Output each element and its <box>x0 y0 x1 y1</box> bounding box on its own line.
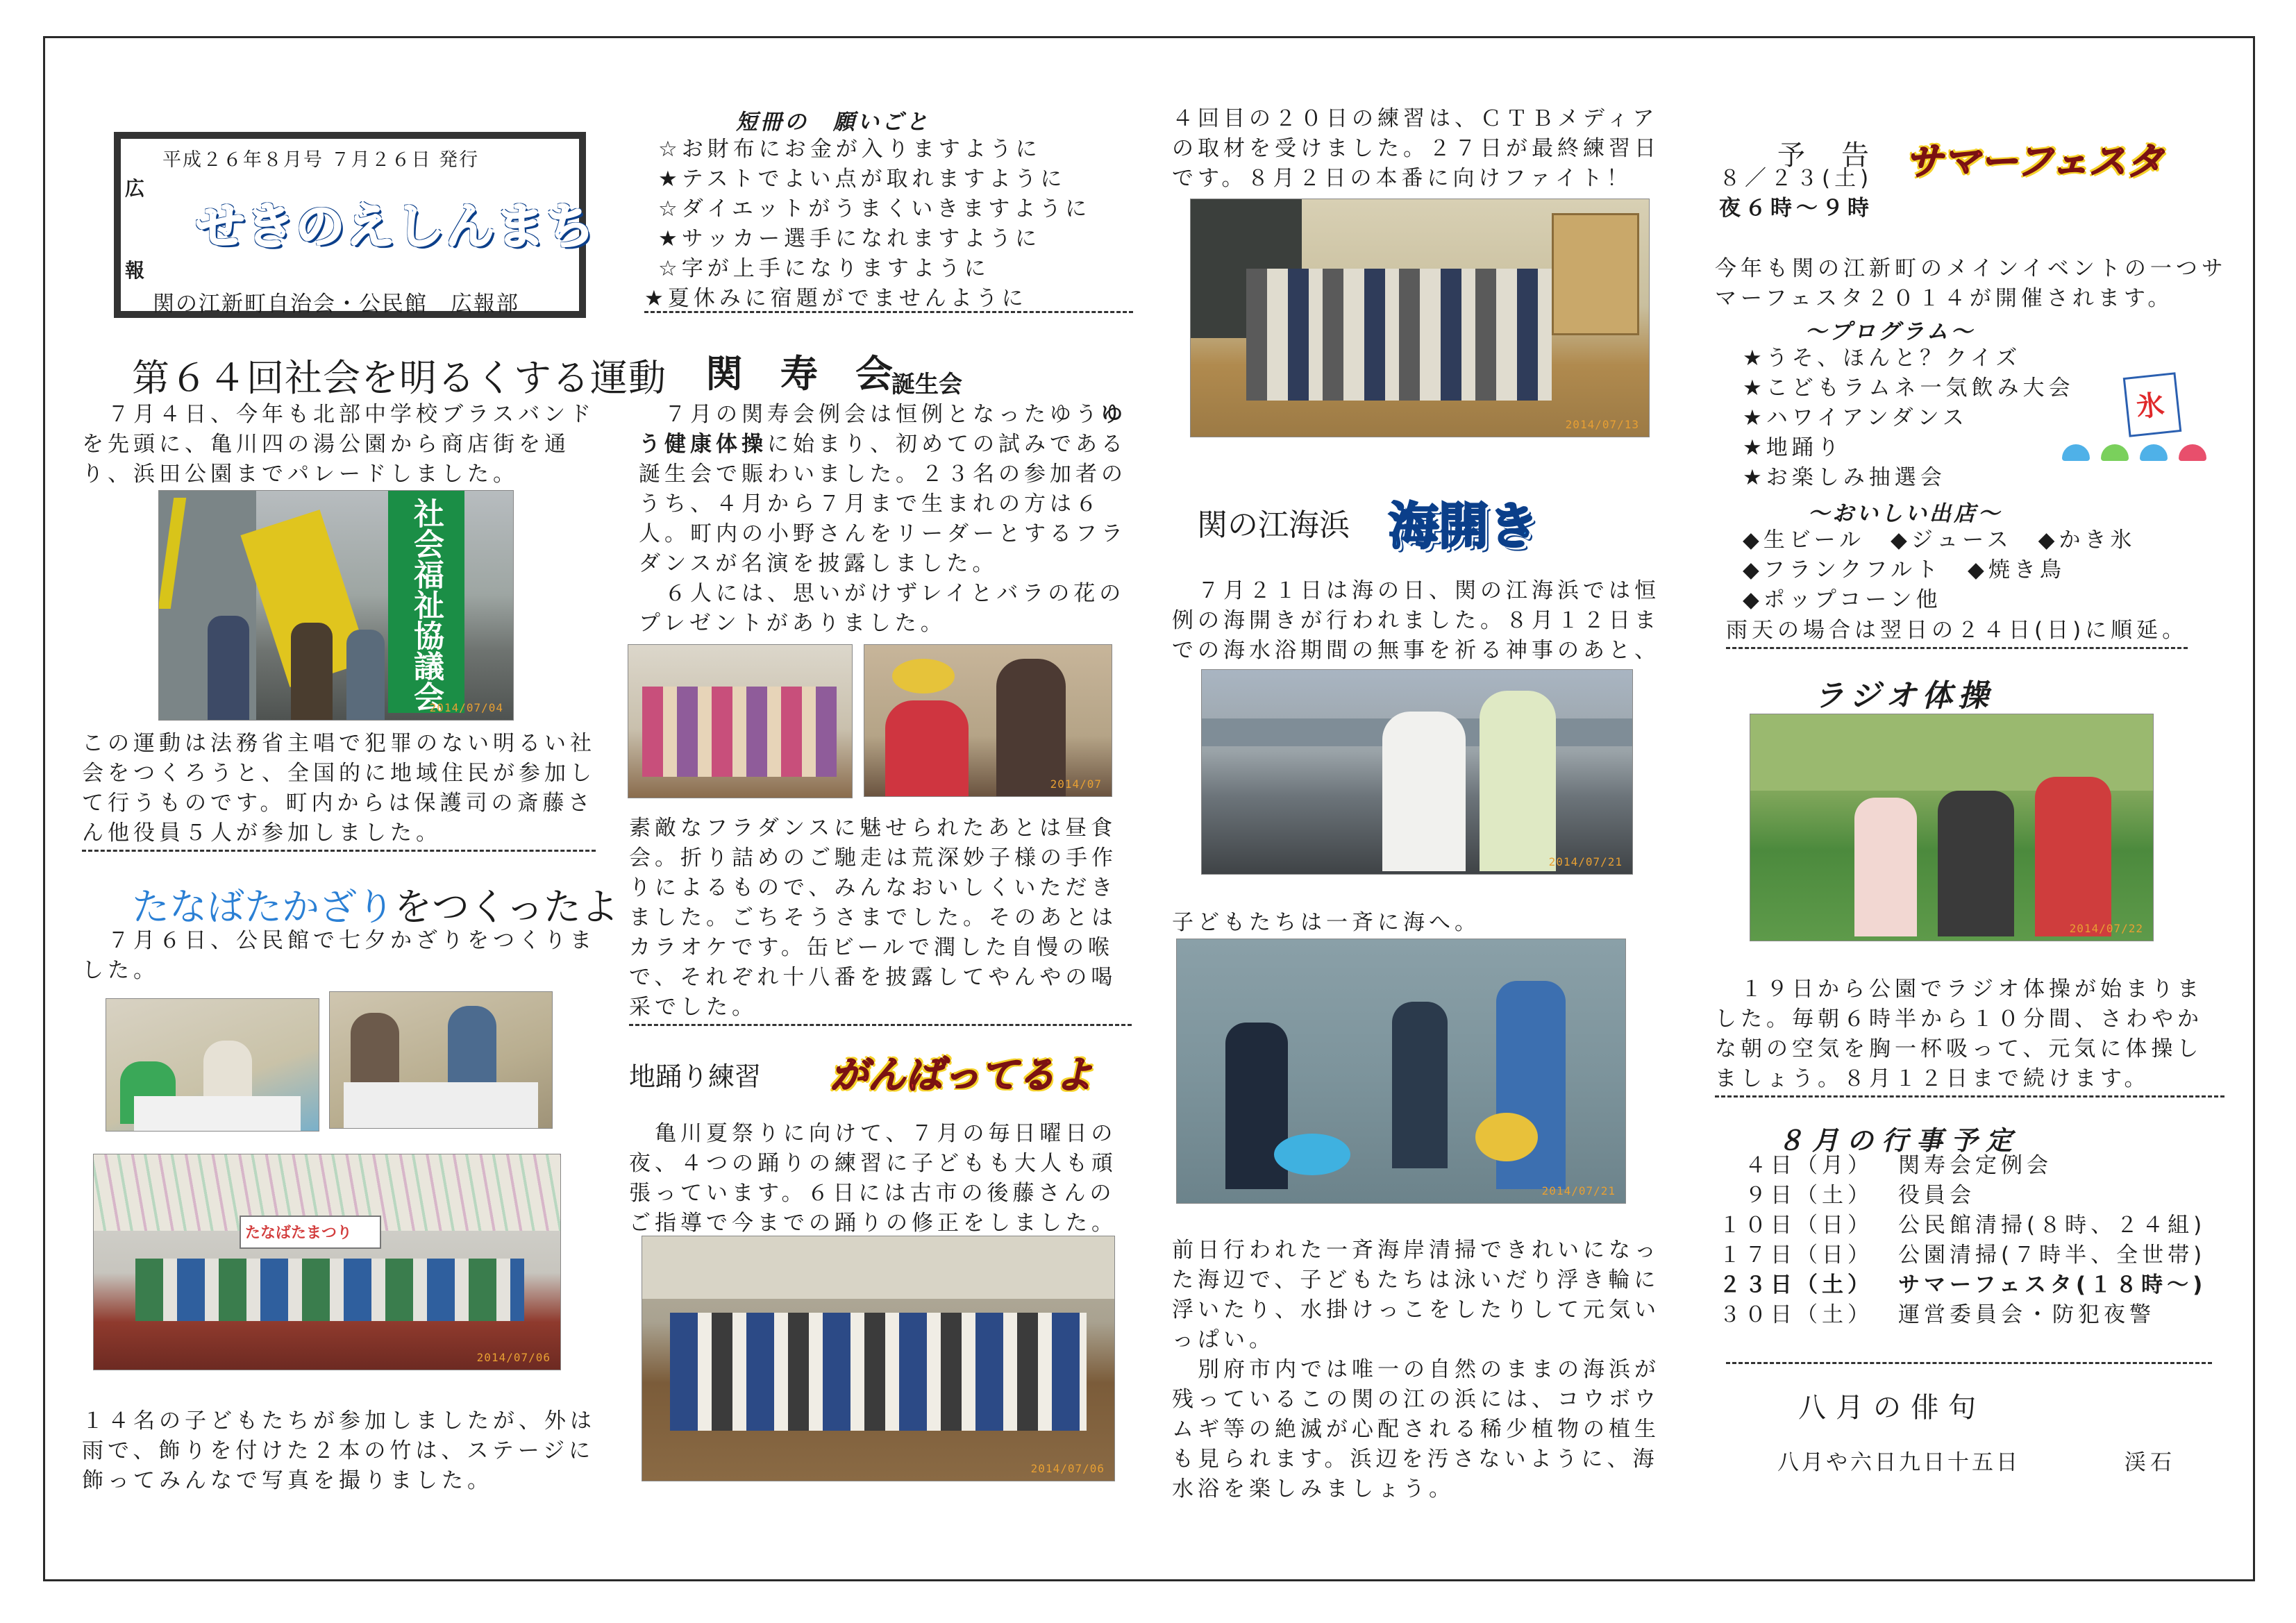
photo-date: 2014/07/13 <box>1565 418 1639 431</box>
radio-body: １９日から公園でラジオ体操が始まりました。毎朝６時半から１０分間、さわやかな朝の空気を胸一杯吸って、元気に体操しましょう。８月１２日まで続けます。 <box>1715 975 2224 1098</box>
shinto-ritual-photo <box>1201 669 1633 875</box>
hula-photo <box>628 644 853 798</box>
fest-time: 夜６時～９時 <box>1719 196 1873 221</box>
schedule-event: サマーフェスタ(１８時～) <box>1898 1272 2207 1297</box>
masthead-name: せきのえしんまち <box>196 198 596 255</box>
shaved-ice-icons <box>2062 444 2215 486</box>
program-item: ★うそ、ほんと？クイズ <box>1743 346 2022 371</box>
wish-item: ☆ダイエットがうまくいきますように <box>658 196 1091 221</box>
tanabata-photo-2 <box>329 991 553 1129</box>
program-item: ★ハワイアンダンス <box>1743 405 1968 430</box>
photo-date: 2014/07/22 <box>2069 922 2143 935</box>
haiku-title: 八月の俳句 <box>1798 1392 1986 1424</box>
wish-item: ★サッカー選手になれますように <box>658 226 1041 251</box>
divider <box>644 311 1133 313</box>
fest-stalls-title: ～おいしい出店～ <box>1808 501 2002 526</box>
jiodori-bubble: がんばってるよ <box>830 1053 1093 1097</box>
wish-item: ★テストでよい点が取れますように <box>658 167 1066 192</box>
schedule-date: １０日（日） <box>1719 1213 1873 1238</box>
fest-rain: 雨天の場合は翌日の２４日(日)に順延。 <box>1726 616 2188 649</box>
masthead <box>114 132 596 318</box>
shaved-ice-icon <box>2179 444 2206 461</box>
tanabata-body: １４名の子どもたちが参加しましたが、外は雨で、飾りを付けた２本の竹は、ステージに飾ってみんなで写真を撮りました。 <box>82 1408 596 1493</box>
radio-taiso-photo <box>1750 714 2154 941</box>
shaved-ice-icon <box>2062 444 2090 461</box>
lead-bold: ゆう健康体操 <box>639 402 1127 457</box>
jiodori-body: 亀川夏祭りに向けて、７月の毎日曜日の夜、４つの踊りの練習に子どもも大人も頑張っています。６日には古市の後藤さんのご指導で今までの踊りの修正をしました。 <box>629 1121 1117 1236</box>
schedule-event: 公園清掃(７時半、全世帯) <box>1898 1243 2206 1268</box>
tanabata-title-rest: をつくったよ <box>394 885 619 929</box>
sekiju-lead <box>639 400 1139 639</box>
photo-date: 2014/07/06 <box>476 1351 551 1364</box>
wish-item: ☆字が上手になりますように <box>658 256 990 281</box>
tanabata-photo-1 <box>106 998 319 1132</box>
stall-item: ◆ポップコーン他 <box>1743 587 1942 612</box>
tanabata-title-colored: たなばたかざり <box>132 885 394 929</box>
photo-date: 2014/07/21 <box>1548 855 1623 868</box>
radio-title: ラジオ体操 <box>1813 678 1994 714</box>
ice-label: 氷 <box>2134 389 2166 424</box>
haiku-text: 八月や六日九日十五日 <box>1777 1450 2020 1475</box>
umibiraki-body: 前日行われた一斉海岸清掃できれいになった海辺で、子どもたちは泳いだり浮き輪に浮いたり、水掛けっこをしたりして元気いっぱい。 別府市内では唯一の自然のままの海浜が残っているこの関の江の浜には、コウボウムギ等の絶滅が心配される稀少植物の植生も見られます。浜辺を汚さないように、海水浴を楽しみましょう。 <box>1172 1238 1660 1502</box>
schedule-date: ４日（月） <box>1719 1153 1873 1178</box>
stall-item: ◆生ビール ◆ジュース ◆かき氷 <box>1743 528 2136 553</box>
divider <box>1726 1362 2212 1364</box>
wish-item: ☆お財布にお金が入りますように <box>658 137 1041 162</box>
masthead-issue: 平成２６年８月号 ７月２６日 発行 <box>162 149 480 171</box>
lead-text: ７月の関寿会例会は恒例となったゆう <box>639 402 1101 427</box>
umibiraki-title: 関の江海浜 <box>1197 507 1350 543</box>
tanabata-banner <box>240 1216 381 1249</box>
schedule-event: 運営委員会・防犯夜警 <box>1898 1302 2155 1327</box>
green-banner <box>388 491 464 713</box>
schedule-date: ９日（土） <box>1719 1183 1873 1208</box>
photo-date: 2014/07/06 <box>1030 1462 1105 1475</box>
tanzaku-title: 短冊の 願いごと <box>736 110 930 135</box>
stall-item: ◆フランクフルト ◆焼き鳥 <box>1743 557 2065 582</box>
banner-text: たなばたまつり <box>245 1225 353 1242</box>
schedule-event: 関寿会定例会 <box>1898 1153 2052 1178</box>
fest-date: ８／２３(土) <box>1719 166 1873 191</box>
banner-text: 社会福祉協議会 <box>408 498 444 712</box>
haiku-author: 渓石 <box>2125 1450 2176 1475</box>
shakai-lead: ７月４日、今年も北部中学校ブラスバンドを先頭に、亀川四の湯公園から商店街を通り、浜田公園までパレードしました。 <box>82 402 596 487</box>
schedule-date: ３０日（土） <box>1719 1302 1873 1327</box>
kakigori-flag-icon <box>2123 372 2182 437</box>
umibiraki-caption: 子どもたちは一斉に海へ。 <box>1172 910 1480 935</box>
photo-date: 2014/07 <box>1050 777 1102 791</box>
masthead-label-bottom: 報 <box>125 259 145 282</box>
umibiraki-bubble: 海開き <box>1389 497 1539 555</box>
swimming-photo <box>1176 939 1626 1204</box>
fest-yokoku: 予 告 <box>1777 140 1873 171</box>
jiodori-photo <box>642 1236 1115 1481</box>
photo-date: 2014/07/04 <box>429 701 503 714</box>
wish-item: ★夏休みに宿題がでませんように <box>644 286 1028 311</box>
shakai-title: 第６４回社会を明るくする運動 <box>132 356 667 400</box>
fest-bubble: サマーフェスタ <box>1905 140 2164 183</box>
jiodori-title: 地踊り練習 <box>629 1061 762 1092</box>
fest-program-title: ～プログラム～ <box>1805 319 1975 344</box>
lei-photo <box>864 644 1112 797</box>
shaved-ice-icon <box>2140 444 2168 461</box>
program-item: ★地踊り <box>1743 435 1843 460</box>
schedule-date: ２３日（土） <box>1719 1272 1873 1297</box>
tanabata-group-photo <box>93 1154 561 1370</box>
schedule-title: ８月の行事予定 <box>1777 1125 2021 1156</box>
tanabata-title <box>132 877 619 931</box>
sekiju-title: 関 寿 会 <box>705 351 893 396</box>
photo-date: 2014/07/21 <box>1541 1184 1616 1197</box>
masthead-label-top: 広 <box>125 177 145 200</box>
jiodori-photo-2 <box>1190 199 1650 437</box>
sekiju-body: 素敵なフラダンスに魅せられたあとは昼食会。折り詰めのご馳走は荒深妙子様の手作りによるもので、みんなおいしくいただきました。ごちそうさまでした。そのあとはカラオケです。缶ビールで潤した自慢の喉で、それぞれ十八番を披露してやんやの喝采でした。 <box>629 814 1132 1026</box>
program-item: ★お楽しみ抽選会 <box>1743 465 1946 490</box>
schedule-event: 役員会 <box>1898 1183 1975 1208</box>
schedule-list <box>1719 1151 2233 1338</box>
umibiraki-lead: ７月２１日は海の日、関の江海浜では恒例の海開きが行われました。８月１２日までの海水浴期間の無事を祈る神事のあと、 <box>1172 578 1660 663</box>
tanabata-lead: ７月６日、公民館で七夕かざりをつくりました。 <box>82 928 596 983</box>
sekiju-subtitle: 誕生会 <box>891 371 962 398</box>
schedule-event: 公民館清掃(８時、２４組) <box>1898 1213 2206 1238</box>
shakai-body: この運動は法務省主唱で犯罪のない明るい社会をつくろうと、全国的に地域住民が参加して行うものです。町内からは保護司の斎藤さん他役員５人が参加しました。 <box>82 729 596 852</box>
program-item: ★こどもラムネ一気飲み大会 <box>1743 376 2075 401</box>
shakai-parade-photo <box>158 490 514 721</box>
lead-text: に始まり、初めての試みである誕生会で賑わいました。２３名の参加者のうち、４月から７月まで生まれの方は６人。町内の小野さんをリーダーとするフラダンスが名演を披露しました。 ６人には、思いがけずレイとバラの花のプレゼントがありました。 <box>639 432 1127 636</box>
shaved-ice-icon <box>2101 444 2129 461</box>
schedule-date: １７日（日） <box>1719 1243 1873 1268</box>
jiodori-continued: ４回目の２０日の練習は、ＣＴＢメディアの取材を受けました。２７日が最終練習日です。８月２日の本番に向けファイト！ <box>1172 106 1660 191</box>
fest-intro: 今年も関の江新町のメインイベントの一つサマーフェスタ２０１４が開催されます。 <box>1715 256 2227 311</box>
masthead-publisher: 関の江新町自治会・公民館 広報部 <box>153 292 519 317</box>
